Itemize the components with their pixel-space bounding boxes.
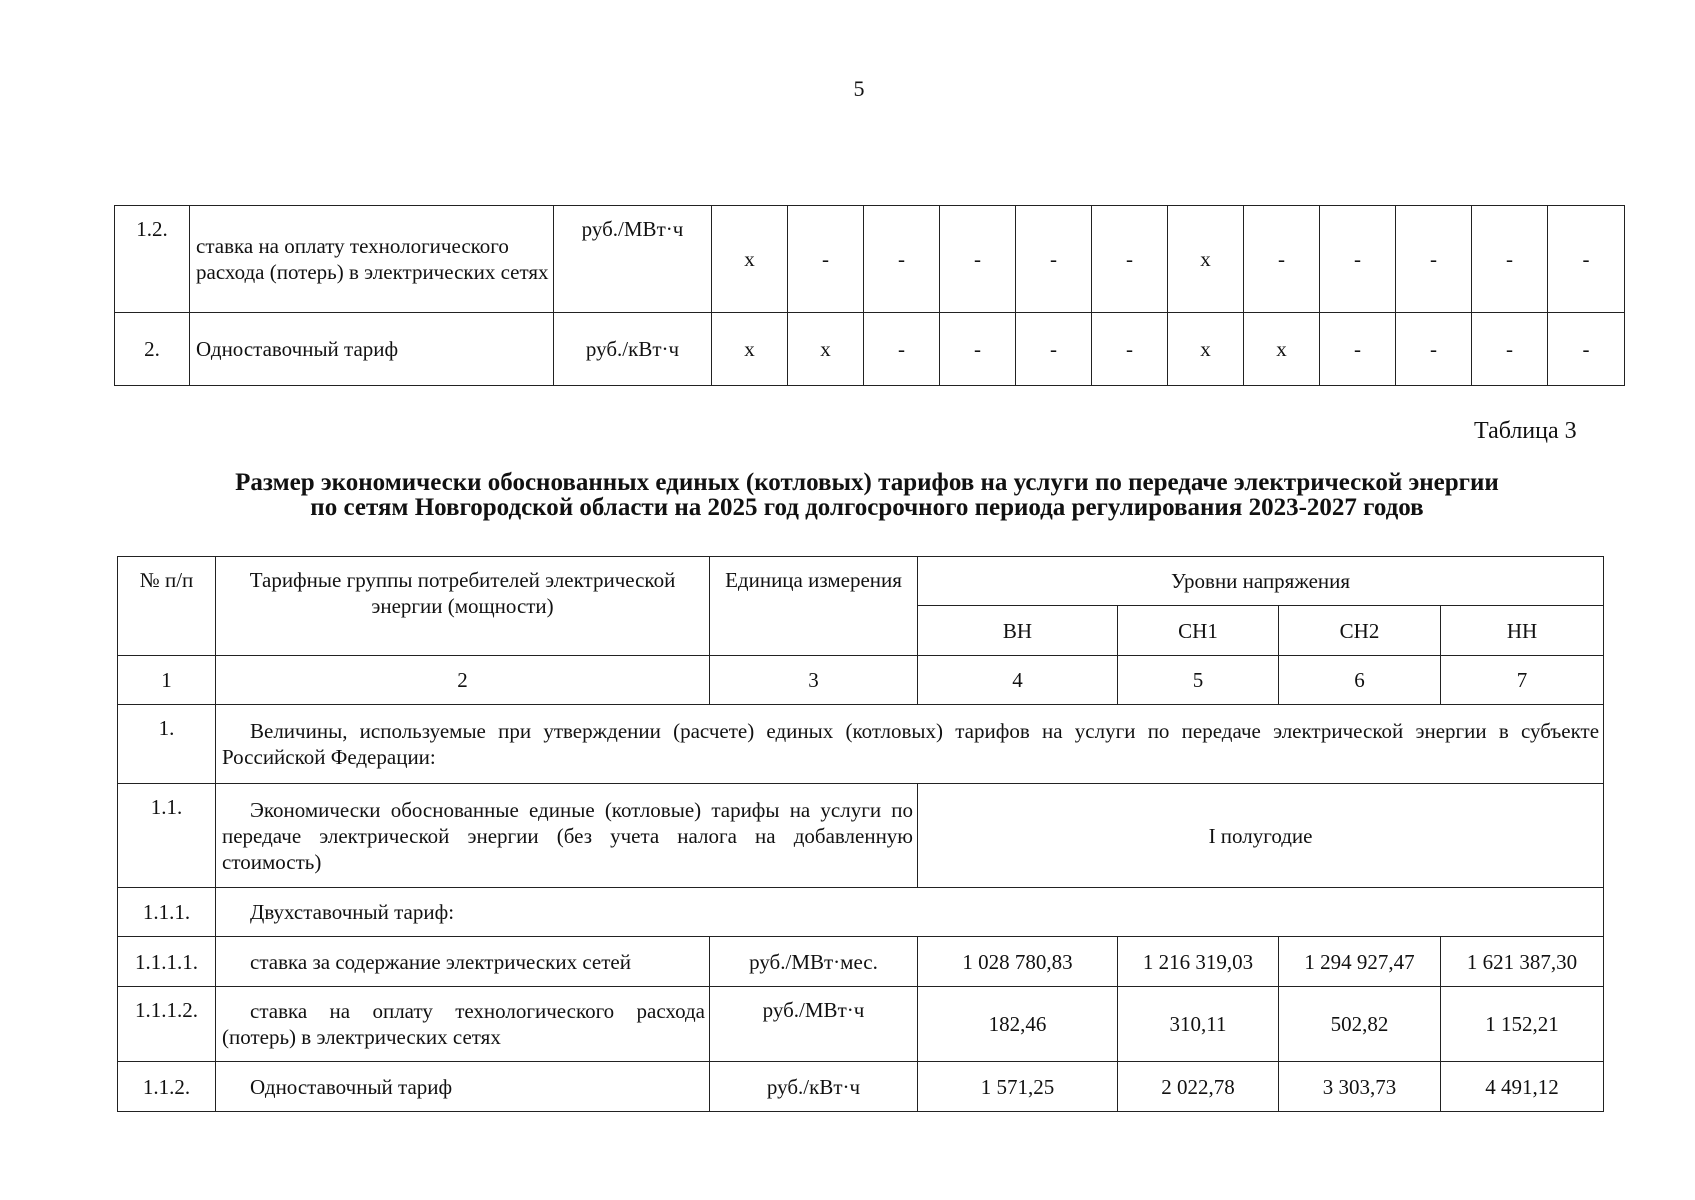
- header-unit: Единица измерения: [710, 557, 918, 656]
- row-number: 1.1.1.2.: [118, 987, 216, 1062]
- row-unit: руб./МВт·мес.: [710, 937, 918, 987]
- two-rate-number: 1.1.1.: [118, 888, 216, 937]
- table-row: [118, 937, 1604, 987]
- subsection-number: 1.1.: [118, 784, 216, 888]
- two-rate-text-content: Двухставочный тариф:: [250, 900, 455, 924]
- cell: -: [1320, 313, 1396, 386]
- cell-value: 182,46: [918, 987, 1118, 1062]
- cell-value: 4 491,12: [1441, 1062, 1604, 1112]
- two-rate-text: [216, 888, 1604, 937]
- cell: -: [1092, 313, 1168, 386]
- cell: -: [1548, 313, 1625, 386]
- header-row: [118, 557, 1604, 606]
- table-caption: Таблица 3: [1474, 418, 1577, 444]
- cell-value: 1 621 387,30: [1441, 937, 1604, 987]
- subsection-period: I полугодие: [918, 784, 1604, 888]
- row-unit: руб./кВт·ч: [710, 1062, 918, 1112]
- cell: -: [1472, 313, 1548, 386]
- header-groups: Тарифные группы потребителей электрической энергии (мощности): [216, 557, 710, 656]
- cell: -: [864, 206, 940, 313]
- row-label: [216, 937, 710, 987]
- subsection-row: [118, 784, 1604, 888]
- column-number: 4: [918, 656, 1118, 705]
- section-text-content: Величины, используемые при утверждении (расчете) единых (котловых) тарифов на услуги по передаче электрической энергии в субъекте Российской Федерации:: [222, 719, 1600, 769]
- column-number: 2: [216, 656, 710, 705]
- row-label: ставка на оплату технологического расхода (потерь) в электрических сетях: [190, 206, 554, 313]
- cell-value: 1 571,25: [918, 1062, 1118, 1112]
- cell: -: [1320, 206, 1396, 313]
- cell: х: [712, 206, 788, 313]
- row-label-text: ставка за содержание электрических сетей: [250, 949, 631, 974]
- section-text: [216, 705, 1604, 784]
- table-title-line-2: по сетям Новгородской области на 2025 год долгосрочного периода регулирования 2023-2027 годов: [310, 494, 1424, 521]
- cell: -: [1396, 313, 1472, 386]
- column-number: 7: [1441, 656, 1604, 705]
- table-title: [117, 470, 1617, 520]
- cell: -: [1548, 206, 1625, 313]
- row-number: 1.1.1.1.: [118, 937, 216, 987]
- column-number: 6: [1279, 656, 1441, 705]
- row-unit: руб./кВт·ч: [554, 313, 712, 386]
- header-level-vn: ВН: [918, 606, 1118, 656]
- header-level-sn1: СН1: [1118, 606, 1279, 656]
- row-label: [216, 987, 710, 1062]
- column-number: 1: [118, 656, 216, 705]
- section-row: [118, 705, 1604, 784]
- row-label: [216, 1062, 710, 1112]
- row-unit: руб./МВт·ч: [710, 987, 918, 1062]
- subsection-text: [216, 784, 918, 888]
- cell-value: 3 303,73: [1279, 1062, 1441, 1112]
- column-number: 3: [710, 656, 918, 705]
- subsection-text-content: Экономически обоснованные единые (котловые) тарифы на услуги по передаче электрической энергии (без учета налога на добавленную стоимость): [222, 797, 913, 874]
- table-row: [118, 987, 1604, 1062]
- two-rate-row: [118, 888, 1604, 937]
- cell-value: 1 028 780,83: [918, 937, 1118, 987]
- tariff-table-3: [117, 556, 1604, 1112]
- row-number: 2.: [115, 313, 190, 386]
- row-label-text: Одноставочный тариф: [250, 1074, 453, 1099]
- table-row: [115, 206, 1625, 313]
- table-title-line-1: Размер экономически обоснованных единых (котловых) тарифов на услуги по передаче электрической энергии: [235, 469, 1499, 496]
- table-row: [118, 1062, 1604, 1112]
- cell: -: [1396, 206, 1472, 313]
- cell-value: 1 216 319,03: [1118, 937, 1279, 987]
- cell: -: [1016, 206, 1092, 313]
- cell: -: [1092, 206, 1168, 313]
- header-num: № п/п: [118, 557, 216, 656]
- column-number: 5: [1118, 656, 1279, 705]
- header-voltage-levels: Уровни напряжения: [918, 557, 1604, 606]
- row-unit: руб./МВт·ч: [554, 206, 712, 313]
- cell: х: [1244, 313, 1320, 386]
- cell: -: [1472, 206, 1548, 313]
- table-row: [115, 313, 1625, 386]
- column-number-row: [118, 656, 1604, 705]
- tariff-table-continuation: [114, 205, 1625, 386]
- cell: х: [1168, 206, 1244, 313]
- header-level-sn2: СН2: [1279, 606, 1441, 656]
- row-label-text: ставка на оплату технологического расхода (потерь) в электрических сетях: [222, 999, 705, 1049]
- row-label: Одноставочный тариф: [190, 313, 554, 386]
- cell-value: 1 294 927,47: [1279, 937, 1441, 987]
- section-number: 1.: [118, 705, 216, 784]
- page-number: 5: [853, 76, 865, 101]
- cell-value: 1 152,21: [1441, 987, 1604, 1062]
- cell: х: [712, 313, 788, 386]
- header-level-nn: НН: [1441, 606, 1604, 656]
- cell: х: [1168, 313, 1244, 386]
- row-number: 1.2.: [115, 206, 190, 313]
- row-number: 1.1.2.: [118, 1062, 216, 1112]
- cell: -: [1244, 206, 1320, 313]
- cell: -: [1016, 313, 1092, 386]
- cell: -: [940, 313, 1016, 386]
- cell: -: [864, 313, 940, 386]
- cell: -: [788, 206, 864, 313]
- cell-value: 310,11: [1118, 987, 1279, 1062]
- cell: -: [940, 206, 1016, 313]
- cell-value: 2 022,78: [1118, 1062, 1279, 1112]
- cell-value: 502,82: [1279, 987, 1441, 1062]
- cell: х: [788, 313, 864, 386]
